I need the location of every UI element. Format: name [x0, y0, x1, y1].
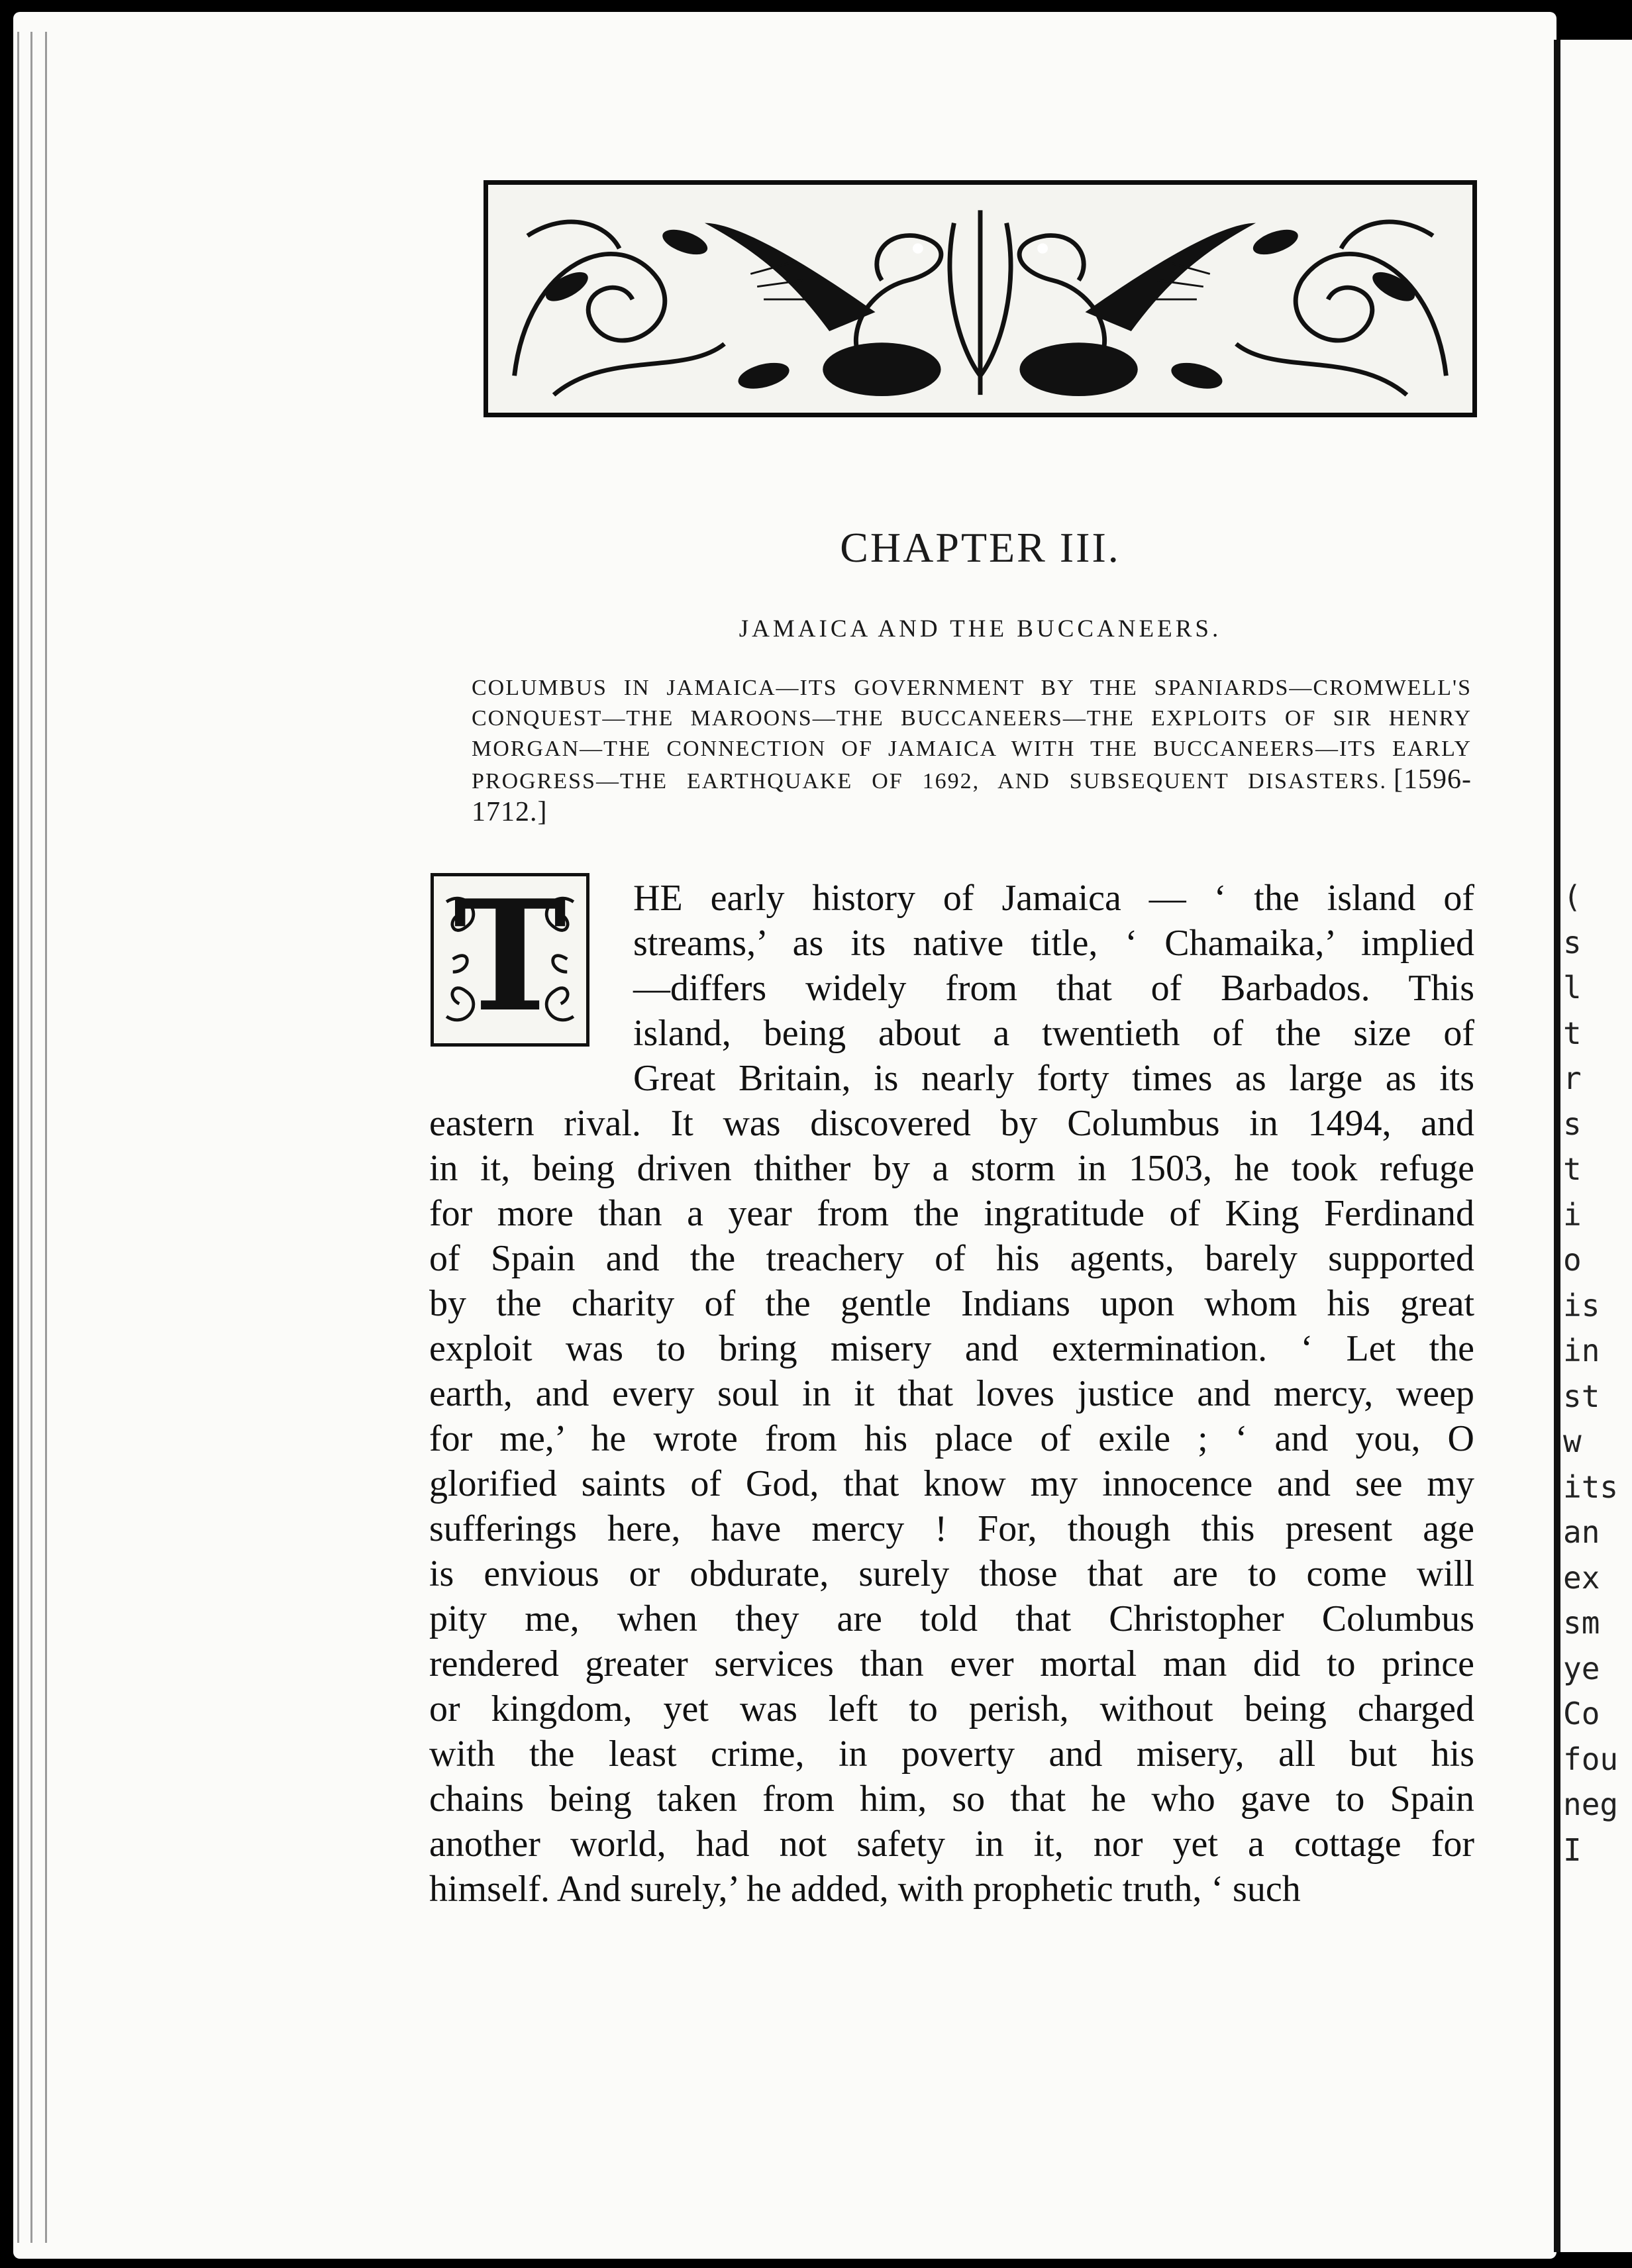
body-line: —differs widely from that of Barbados. This [633, 968, 1474, 1009]
body-line: island, being about a twentieth of the size of [633, 1013, 1474, 1054]
body-line: himself. And surely,’ he added, with prophetic truth, ‘ such [429, 1869, 1301, 1910]
body-line: exploit was to bring misery and extermination. ‘ Let the [429, 1328, 1474, 1369]
page-edge [45, 32, 47, 2243]
body-line: for more than a year from the ingratitude of King Ferdinand [429, 1193, 1474, 1234]
page-edge [17, 32, 19, 2243]
body-line: of Spain and the treachery of his agents, barely supported [429, 1238, 1474, 1279]
facing-page-fragments: ( s l t r s t i o is in st w its an ex sm ye Co fou neg I [1563, 879, 1619, 1868]
body-line: HE early history of Jamaica — ‘ the island of [633, 878, 1474, 919]
body-line: by the charity of the gentle Indians upon whom his great [429, 1283, 1474, 1324]
swan-ornament-image [488, 185, 1472, 413]
body-line: sufferings here, have mercy ! For, though this present age [429, 1508, 1474, 1549]
body-line: Great Britain, is nearly forty times as large as its [633, 1058, 1474, 1099]
body-line: streams,’ as its native title, ‘ Chamaika,’ implied [633, 923, 1474, 964]
body-line: earth, and every soul in it that loves justice and mercy, weep [429, 1373, 1474, 1414]
body-line: or kingdom, yet was left to perish, without being charged [429, 1688, 1474, 1729]
page-edge [30, 32, 32, 2243]
body-line: with the least crime, in poverty and misery, all but his [429, 1733, 1474, 1775]
body-line: glorified saints of God, that know my innocence and see my [429, 1463, 1474, 1504]
body-line: eastern rival. It was discovered by Columbus in 1494, and [429, 1103, 1474, 1144]
body-line: another world, had not safety in it, nor yet a cottage for [429, 1824, 1474, 1865]
chapter-synopsis [472, 673, 1472, 829]
synopsis-dates: [1596-1712.] [472, 764, 1472, 827]
body-line: chains being taken from him, so that he who gave to Spain [429, 1778, 1474, 1820]
body-line: for me,’ he wrote from his place of exile ; ‘ and you, O [429, 1418, 1474, 1459]
body-line: is envious or obdurate, surely those that are to come will [429, 1553, 1474, 1594]
facing-page-edge [1554, 40, 1632, 2252]
chapter-subtitle: JAMAICA AND THE BUCCANEERS. [739, 615, 1222, 643]
ornamental-headpiece [484, 180, 1477, 417]
drop-cap-letter: T [453, 873, 567, 1046]
chapter-title: CHAPTER III. [840, 524, 1121, 571]
body-line: in it, being driven thither by a storm in 1503, he took refuge [429, 1148, 1474, 1189]
ornamental-drop-cap [431, 873, 589, 1047]
body-line: rendered greater services than ever mortal man did to prince [429, 1643, 1474, 1684]
body-line: pity me, when they are told that Christopher Columbus [429, 1598, 1474, 1639]
synopsis-text: COLUMBUS IN JAMAICA—ITS GOVERNMENT BY THE SPANIARDS—CROMWELL'S CONQUEST—THE MAROONS—THE BUCCANEERS—THE EXPLOITS OF SIR HENRY MORGAN—THE CONNECTION OF JAMAICA WITH THE BUCCANEERS—ITS EARLY PROGRESS—THE EARTHQUAKE OF 1692, AND SUBSEQUENT DISASTERS. [472, 676, 1472, 794]
